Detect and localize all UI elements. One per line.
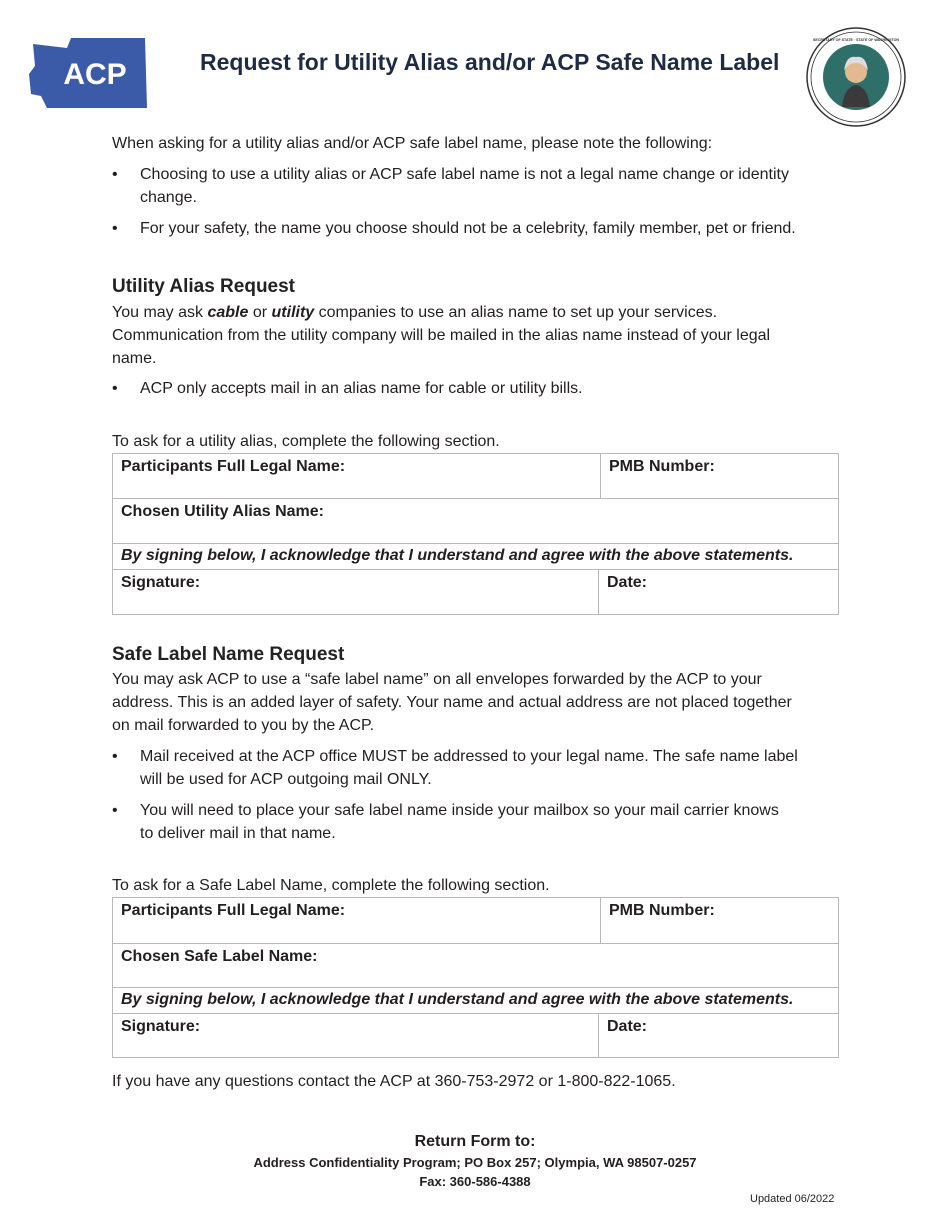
utility-acknowledgement: By signing below, I acknowledge that I understand and agree with the above statements.	[112, 543, 839, 570]
safe-legal-name-field[interactable]: Participants Full Legal Name:	[112, 897, 601, 944]
intro-text: When asking for a utility alias and/or ACP safe label name, please note the following:	[112, 135, 713, 152]
utility-signature-field[interactable]: Signature:	[112, 569, 599, 615]
return-form-label: Return Form to:	[414, 1133, 536, 1150]
safe-paragraph-line3: on mail forwarded to you by the ACP.	[112, 717, 375, 734]
seal-text: SECRETARY OF STATE · STATE OF WASHINGTON	[812, 38, 900, 42]
safe-acknowledgement: By signing below, I acknowledge that I understand and agree with the above statements.	[112, 987, 839, 1014]
utility-paragraph-line1: You may ask cable or utility companies to use an alias name to set up your services.	[112, 304, 718, 321]
utility-paragraph-line3: name.	[112, 350, 157, 367]
utility-alias-name-field[interactable]: Chosen Utility Alias Name:	[112, 498, 839, 544]
return-address: Address Confidentiality Program; PO Box 257; Olympia, WA 98507-0257	[253, 1155, 697, 1170]
safe-instruction: To ask for a Safe Label Name, complete the following section.	[112, 877, 550, 894]
contact-text: If you have any questions contact the ACP at 360-753-2972 or 1-800-822-1065.	[112, 1073, 676, 1090]
updated-date: Updated 06/2022	[750, 1193, 835, 1205]
fax-number: Fax: 360-586-4388	[419, 1174, 531, 1189]
utility-legal-name-field[interactable]: Participants Full Legal Name:	[112, 453, 601, 499]
utility-date-field[interactable]: Date:	[598, 569, 839, 615]
safe-label-name-field[interactable]: Chosen Safe Label Name:	[112, 943, 839, 988]
safe-label-heading: Safe Label Name Request	[112, 644, 345, 665]
acp-logo	[27, 36, 147, 111]
safe-paragraph-line1: You may ask ACP to use a “safe label name” on all envelopes forwarded by the ACP to your	[112, 671, 762, 688]
page-title: Request for Utility Alias and/or ACP Safe Name Label	[200, 49, 780, 75]
safe-signature-field[interactable]: Signature:	[112, 1013, 599, 1058]
safe-paragraph-line2: address. This is an added layer of safety. Your name and actual address are not placed together	[112, 694, 792, 711]
safe-date-field[interactable]: Date:	[598, 1013, 839, 1058]
safe-pmb-field[interactable]: PMB Number:	[600, 897, 839, 944]
utility-pmb-field[interactable]: PMB Number:	[600, 453, 839, 499]
state-seal	[806, 27, 906, 127]
logo-text: ACP	[63, 58, 127, 91]
utility-heading: Utility Alias Request	[112, 276, 296, 297]
utility-paragraph-line2: Communication from the utility company will be mailed in the alias name instead of your legal	[112, 327, 771, 344]
utility-instruction: To ask for a utility alias, complete the following section.	[112, 433, 500, 450]
